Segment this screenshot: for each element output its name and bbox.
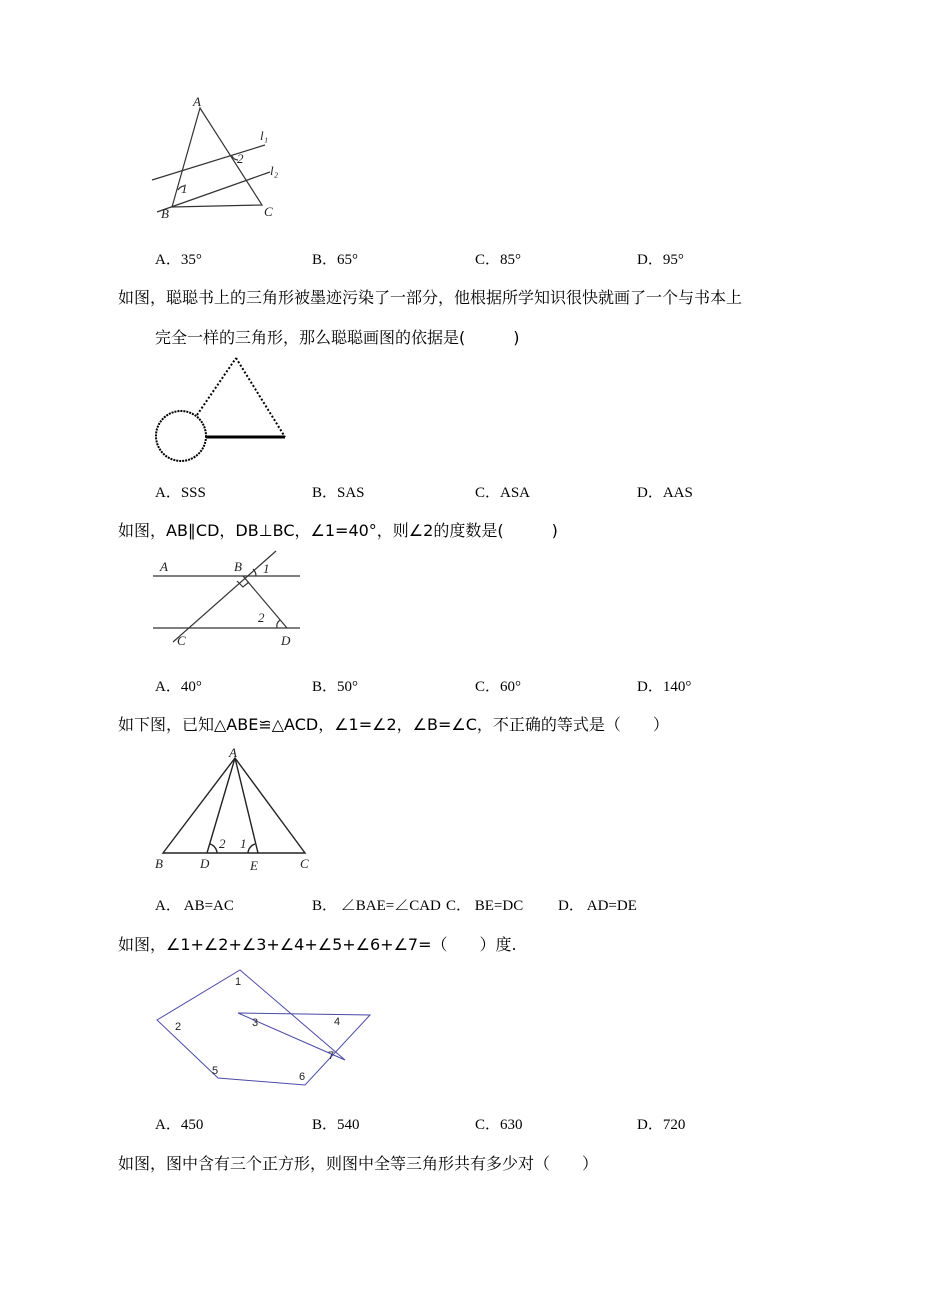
- label-B: B: [234, 559, 242, 574]
- option-b: B．SAS: [312, 485, 365, 501]
- label-D: D: [281, 633, 291, 648]
- label-D: D: [200, 856, 210, 871]
- option-b: B．540: [312, 1117, 360, 1133]
- label-C: C: [300, 856, 309, 871]
- label-1: 1: [235, 976, 242, 988]
- label-2: 2: [175, 1021, 182, 1033]
- label-1: 1: [181, 181, 188, 196]
- label-E: E: [250, 858, 258, 873]
- question-stem: 如图，图中含有三个正方形，则图中全等三角形共有多少对（ ）: [118, 1154, 599, 1173]
- question-stem: 如图，聪聪书上的三角形被墨迹污染了一部分，他根据所学知识很快就画了一个与书本上: [118, 288, 743, 307]
- option-d: D．95°: [637, 252, 684, 268]
- label-C: C: [264, 204, 273, 219]
- option-d: D． AD=DE: [558, 898, 637, 914]
- label-2: 2: [219, 836, 226, 851]
- option-c: C． BE=DC: [446, 898, 524, 914]
- label-l2: l₂: [270, 163, 279, 178]
- label-2: 2: [258, 610, 265, 625]
- figure-4: [163, 758, 305, 853]
- option-b: B．65°: [312, 252, 359, 268]
- label-4: 4: [334, 1016, 341, 1028]
- option-c: C．60°: [475, 679, 522, 695]
- question-stem: 如下图，已知△ABE≌△ACD，∠1=∠2，∠B=∠C，不正确的等式是（ ）: [118, 715, 669, 734]
- option-b: B．50°: [312, 679, 359, 695]
- label-1: 1: [263, 561, 270, 576]
- option-d: D．140°: [637, 679, 692, 695]
- option-d: D．AAS: [637, 485, 693, 501]
- option-a: A． AB=AC: [155, 898, 234, 914]
- option-b: B． ∠BAE=∠CAD: [312, 898, 441, 914]
- label-7: 7: [328, 1050, 335, 1062]
- question-stem: 如图，∠1+∠2+∠3+∠4+∠5+∠6+∠7=（ ）度.: [118, 935, 517, 954]
- option-a: A．450: [155, 1117, 204, 1133]
- figure-3: [153, 551, 300, 642]
- question-stem: 如图，AB∥CD，DB⊥BC，∠1=40°，则∠2的度数是( ): [118, 521, 558, 540]
- label-1: 1: [240, 836, 247, 851]
- question-stem-cont: 完全一样的三角形，那么聪聪画图的依据是( ): [155, 328, 520, 347]
- option-a: A．40°: [155, 679, 202, 695]
- option-c: C．ASA: [475, 485, 531, 501]
- label-C: C: [177, 633, 186, 648]
- option-a: A．SSS: [155, 485, 206, 501]
- label-B: B: [161, 206, 169, 221]
- label-A: A: [229, 745, 237, 760]
- option-d: D．720: [637, 1117, 686, 1133]
- label-l1: l₁: [260, 128, 269, 143]
- option-c: C．630: [475, 1117, 523, 1133]
- label-3: 3: [252, 1017, 259, 1029]
- label-6: 6: [299, 1071, 306, 1083]
- figure-1: [152, 108, 270, 212]
- label-5: 5: [212, 1065, 219, 1077]
- option-c: C．85°: [475, 252, 522, 268]
- label-2: 2: [237, 151, 244, 166]
- label-A: A: [193, 94, 201, 109]
- figure-2: [156, 358, 285, 461]
- label-B: B: [155, 856, 163, 871]
- option-a: A．35°: [155, 252, 202, 268]
- label-A: A: [160, 559, 168, 574]
